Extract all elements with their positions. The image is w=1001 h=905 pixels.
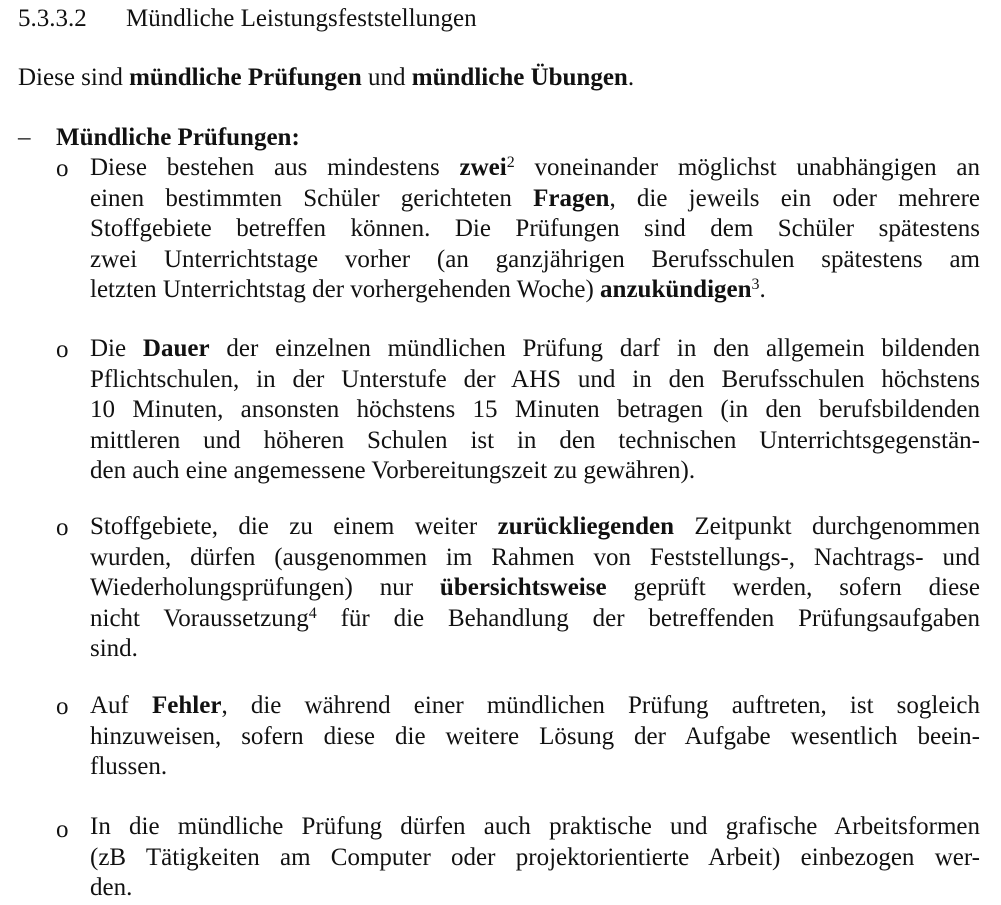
paragraph-line: Stoffgebiete betreffen können. Die Prüfungen sind dem Schüler spätestens <box>90 215 980 242</box>
intro-bold-exams: mündliche Prüfungen <box>129 64 362 91</box>
intro-text: und <box>361 64 412 91</box>
paragraph-line: wurden, dürfen (ausgenommen im Rahmen von Feststellungs-, Nachtrags- und <box>90 543 980 571</box>
intro-text: . <box>627 64 635 91</box>
paragraph-line: Diese bestehen aus mindestens zwei$^2$ voneinander möglichst unabhängigen an <box>90 154 980 181</box>
paragraph-line: (zB Tätigkeiten am Computer oder projektorientierte Arbeit) einbezogen wer- <box>90 843 980 871</box>
paragraph-line: flussen. <box>90 753 168 780</box>
section-heading <box>18 4 477 34</box>
paragraph-line: In die mündliche Prüfung dürfen auch praktische und grafische Arbeitsformen <box>90 813 980 840</box>
paragraph-line: nicht Voraussetzung$^4$ für die Behandlung der betreffenden Prüfungsaufgaben <box>90 604 980 632</box>
intro-text: Diese sind <box>18 64 130 91</box>
paragraph-line: zwei Unterrichtstage vorher (an ganzjährigen Berufsschulen spätestens am <box>90 245 980 273</box>
bullet-marker: o <box>56 816 69 843</box>
list-item <box>90 153 980 306</box>
section-title: Mündliche Leistungsfeststellungen <box>126 5 477 32</box>
dash-marker: – <box>18 124 31 151</box>
paragraph-line: 10 Minuten, ansonsten höchstens 15 Minuten betragen (in den berufsbildenden <box>90 396 980 423</box>
paragraph-line: Die Dauer der einzelnen mündlichen Prüfung darf in den allgemein bildenden <box>90 335 980 362</box>
paragraph-line: sind. <box>90 635 138 662</box>
bullet-marker: o <box>56 336 69 363</box>
bullet-marker: o <box>56 514 69 541</box>
paragraph-line: letzten Unterrichtstag der vorhergehenden Woche) anzukündigen$^3$. <box>90 276 766 303</box>
bullet-marker: o <box>56 693 69 720</box>
list-item <box>90 691 980 783</box>
paragraph-line: Pflichtschulen, in der Unterstufe der AHS und in den Berufsschulen höchstens <box>90 365 980 393</box>
paragraph-line: Wiederholungsprüfungen) nur übersichtsweise geprüft werden, sofern diese <box>90 574 980 601</box>
paragraph-line: hinzuweisen, sofern diese die weitere Lösung der Aufgabe wesentlich beein- <box>90 722 980 750</box>
paragraph-line: Stoffgebiete, die zu einem weiter zurückliegenden Zeitpunkt durchgenommen <box>90 513 980 540</box>
intro-sentence <box>18 63 634 93</box>
bullet-marker: o <box>56 155 69 182</box>
paragraph-line: einen bestimmten Schüler gerichteten Fragen, die jeweils ein oder mehrere <box>90 184 980 212</box>
subsection-heading <box>18 123 300 153</box>
paragraph-line: den auch eine angemessene Vorbereitungszeit zu gewähren). <box>90 457 696 484</box>
intro-bold-exercises: mündliche Übungen <box>411 64 628 91</box>
paragraph-line: Auf Fehler, die während einer mündlichen Prüfung auftreten, ist sogleich <box>90 692 980 719</box>
section-number: 5.3.3.2 <box>18 5 87 32</box>
subsection-title: Mündliche Prüfungen: <box>56 124 300 151</box>
paragraph-line: mittleren und höheren Schulen ist in den technischen Unterrichtsgegenstän- <box>90 426 980 454</box>
list-item <box>90 334 980 487</box>
list-item <box>90 812 980 904</box>
list-item <box>90 512 980 665</box>
paragraph-line: den. <box>90 874 133 901</box>
